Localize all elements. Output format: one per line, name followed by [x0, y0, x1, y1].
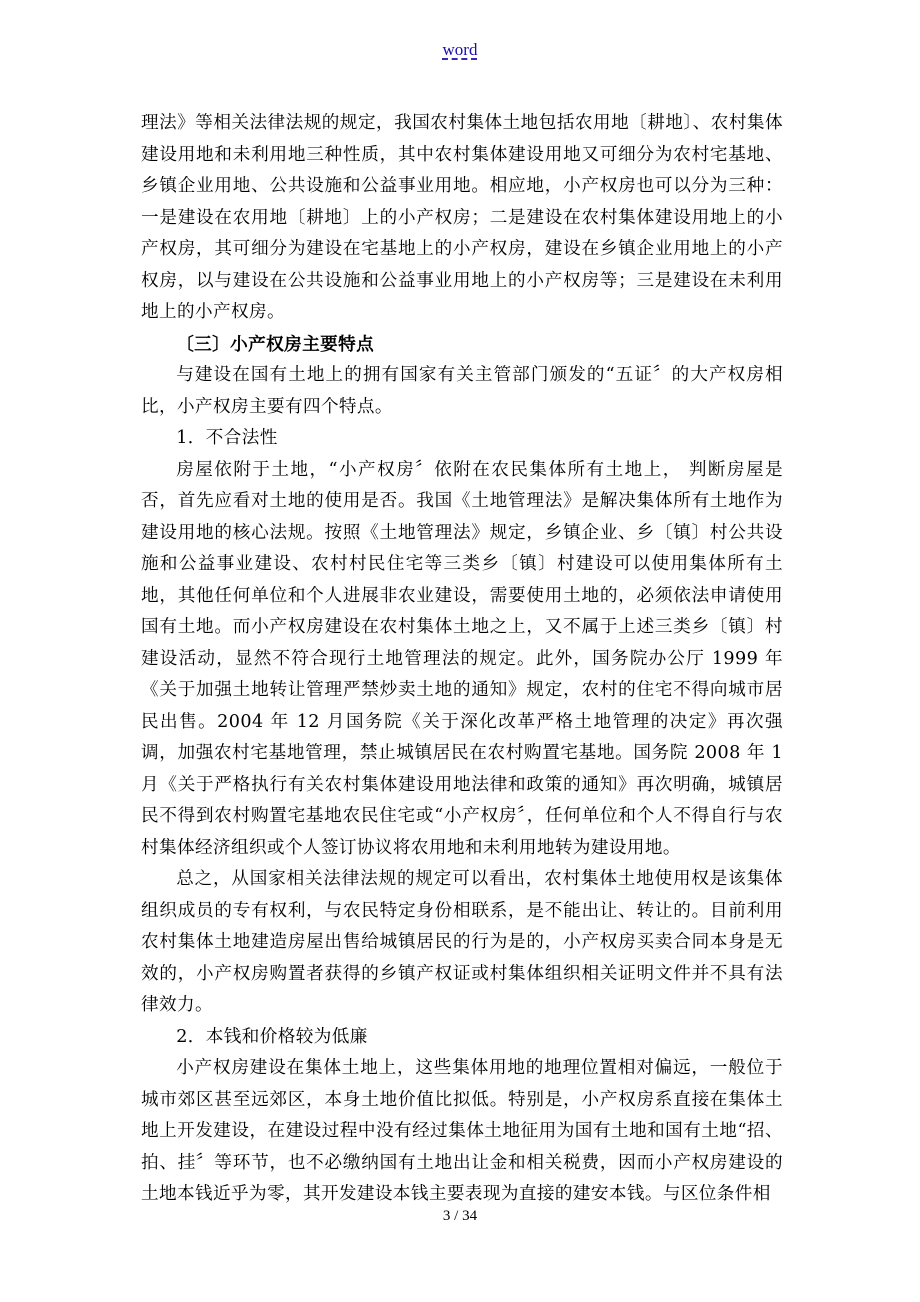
paragraph-intro: 与建设在国有土地上的拥有国家有关主管部门颁发的“五证〞的大产权房相比，小产权房主要有四个特点。: [141, 365, 783, 417]
subheading-low-cost: 2．本钱和价格较为低廉: [176, 1026, 368, 1047]
header-word-link[interactable]: word: [442, 40, 478, 59]
paragraph-continuation: 理法》等相关法律法规的规定，我国农村集体土地包括农用地〔耕地〕、农村集体建设用地和未利用地三种性质，其中农村集体建设用地又可细分为农村宅基地、乡镇企业用地、公共设施和公益事业用地。相应地，小产权房也可以分为三种：一是建设在农用地〔耕地〕上的小产权房；二是建设在农村集体建设用地上的小产权房，其可细分为建设在宅基地上的小产权房，建设在乡镇企业用地上的小产权房，以与建设在公共设施和公益事业用地上的小产权房等；三是建设在未利用地上的小产权房。: [141, 113, 783, 322]
subheading-illegality: 1．不合法性: [176, 428, 278, 448]
paragraph-illegality: 房屋依附于土地，“小产权房〞依附在农民集体所有土地上， 判断房屋是否，首先应看对土地的使用是否。我国《土地管理法》是解决集体所有土地作为建设用地的核心法规。按照《土地管理法》规定，乡镇企业、乡〔镇〕村公共设施和公益事业建设、农村村民住宅等三类乡〔镇〕村建设可以使用集体所有土地，其他任何单位和个人进展非农业建设，需要使用土地的，必须依法申请使用国有土地。而小产权房建设在农村集体土地之上，又不属于上述三类乡〔镇〕村建设活动，显然不符合现行土地管理法的规定。此外，国务院办公厅 1999 年《关于加强土地转让管理严禁炒卖土地的通知》规定，农村的住宅不得向城市居民出售。2004 年 12 月国务院《关于深化改革严格土地管理的决定》再次强调，加强农村宅基地管理，禁止城镇居民在农村购置宅基地。国务院 2008 年 1 月《关于严格执行有关农村集体建设用地法律和政策的通知》再次明确，城镇居民不得到农村购置宅基地农民住宅或“小产权房〞，任何单位和个人不得自行与农村集体经济组织或个人签订协议将农用地和未利用地转为建设用地。: [141, 459, 783, 858]
section-heading: 〔三〕小产权房主要特点: [176, 333, 375, 355]
document-body: [141, 108, 783, 1211]
paragraph-summary: 总之，从国家相关法律法规的规定可以看出，农村集体土地使用权是该集体组织成员的专有权利，与农民特定身份相联系，是不能出让、转让的。目前利用农村集体土地建造房屋出售给城镇居民的行为是的，小产权房买卖合同本身是无效的，小产权房购置者获得的乡镇产权证或村集体组织相关证明文件并不具有法律效力。: [141, 869, 783, 1015]
paragraph-low-cost: 小产权房建设在集体土地上，这些集体用地的地理位置相对偏远，一般位于城市郊区甚至远郊区，本身土地价值比拟低。特别是，小产权房系直接在集体土地上开发建设，在建设过程中没有经过集体土地征用为国有土地和国有土地“招、拍、挂〞等环节，也不必缴纳国有土地出让金和相关税费，因而小产权房建设的土地本钱近乎为零，其开发建设本钱主要表现为直接的建安本钱。与区位条件相: [141, 1058, 783, 1204]
page-number: 3 / 34: [442, 1208, 478, 1224]
